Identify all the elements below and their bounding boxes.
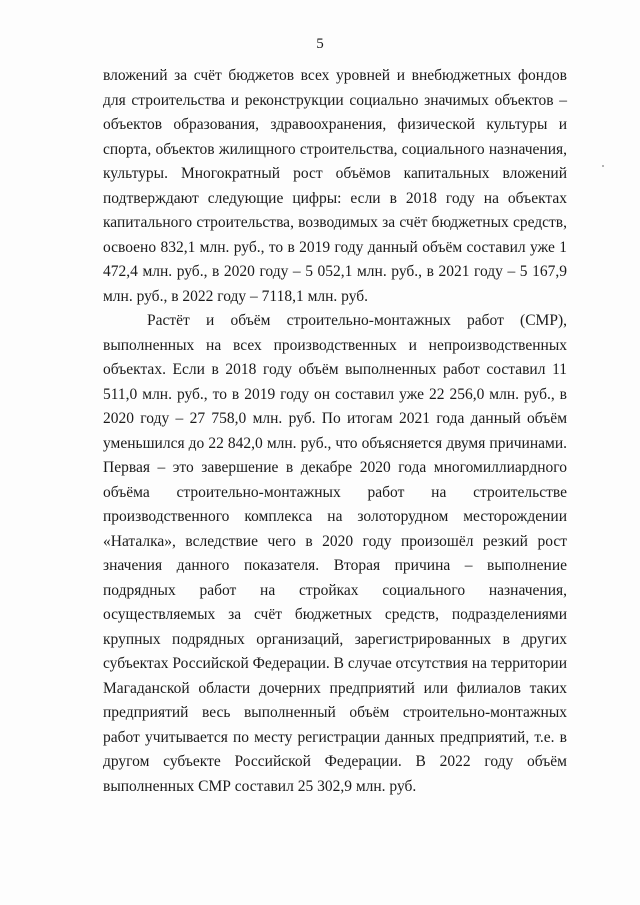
- page-number: 5: [316, 36, 324, 52]
- paragraph-continuation: вложений за счёт бюджетов всех уровней и внебюджетных фондов для строительства и реконструкции социально значимых объектов – объектов образования, здравоохранения, физической культуры и спорта, объектов жилищного строительства, социального назначения, культуры. Многократный рост объёмов капитальных вложений подтверждают следующие цифры: если в 2018 году на объектах капитального строительства, возводимых за счёт бюджетных средств, освоено 832,1 млн. руб., то в 2019 году данный объём составил уже 1 472,4 млн. руб., в 2020 году – 5 052,1 млн. руб., в 2021 году – 5 167,9 млн. руб., в 2022 году – 7118,1 млн. руб.: [103, 67, 567, 305]
- document-body: [103, 64, 567, 799]
- paragraph-construction-works: Растёт и объём строительно-монтажных работ (СМР), выполненных на всех производственных и непроизводственных объектах. Если в 2018 году объём выполненных работ составил 11 511,0 млн. руб., то в 2019 году он составил уже 22 256,0 млн. руб., в 2020 году – 27 758,0 млн. руб. По итогам 2021 года данный объём уменьшился до 22 842,0 млн. руб., что объясняется двумя причинами. Первая – это завершение в декабре 2020 года многомиллиардного объёма строительно-монтажных работ на строительстве производственного комплекса на золоторудном месторождении «Наталка», вследствие чего в 2020 году произошёл резкий рост значения данного показателя. Вторая причина – выполнение подрядных работ на стройках социального назначения, осуществляемых за счёт бюджетных средств, подразделениями крупных подрядных организаций, зарегистрированных в других субъектах Российской Федерации. В случае отсутствия на территории Магаданской области дочерних предприятий или филиалов таких предприятий весь выполненный объём строительно-монтажных работ учитывается по месту регистрации данных предприятий, т.е. в другом субъекте Российской Федерации. В 2022 году объём выполненных СМР составил 25 302,9 млн. руб.: [103, 312, 567, 795]
- scan-speck: [602, 165, 604, 167]
